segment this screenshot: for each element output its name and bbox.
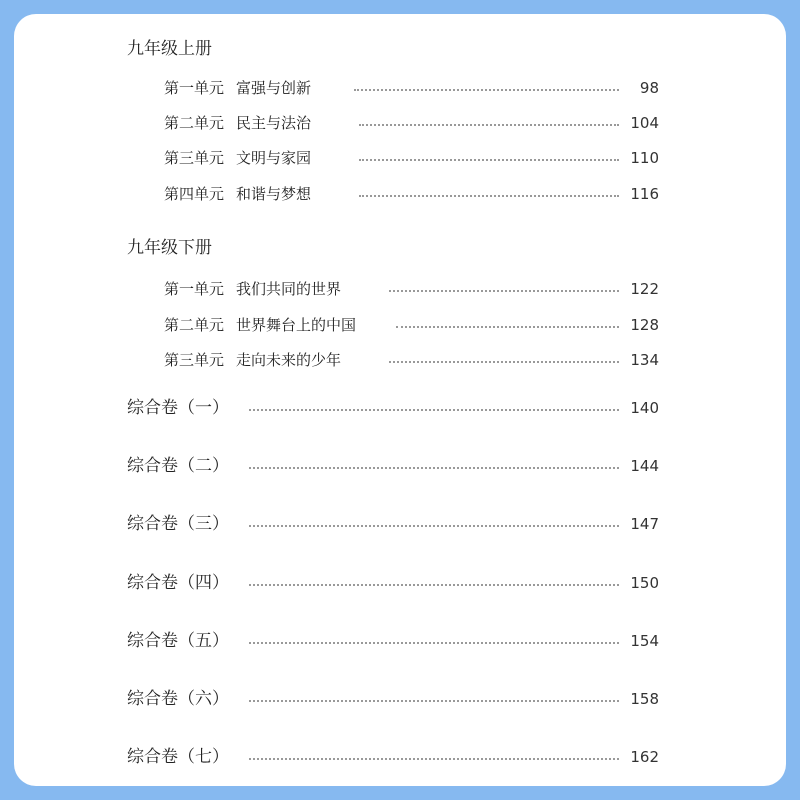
leader-dots <box>249 467 619 469</box>
leader-dots <box>249 758 619 760</box>
toc-entry-comprehensive[interactable] <box>127 747 659 767</box>
unit-title: 走向未来的少年 <box>236 351 342 369</box>
unit-name: 第一单元 <box>164 280 225 298</box>
toc-entry-comprehensive[interactable] <box>127 689 659 709</box>
leader-dots <box>396 326 619 328</box>
leader-dots <box>359 159 619 161</box>
unit-name: 第三单元 <box>164 149 225 167</box>
unit-title: 富强与创新 <box>236 79 312 97</box>
unit-name: 第二单元 <box>164 114 225 132</box>
toc-entry[interactable] <box>164 184 659 204</box>
toc-entry[interactable] <box>164 78 659 98</box>
page-number: 134 <box>630 351 659 369</box>
unit-title: 和谐与梦想 <box>236 185 312 203</box>
toc-entry[interactable] <box>164 113 659 133</box>
leader-dots <box>249 700 619 702</box>
comprehensive-title: 综合卷（一） <box>127 398 229 418</box>
unit-name: 第三单元 <box>164 351 225 369</box>
leader-dots <box>249 409 619 411</box>
unit-title: 民主与法治 <box>236 114 312 132</box>
page-number: 98 <box>639 79 659 97</box>
toc-entry-comprehensive[interactable] <box>127 631 659 651</box>
page-number: 116 <box>630 185 659 203</box>
leader-dots <box>249 642 619 644</box>
unit-name: 第二单元 <box>164 316 225 334</box>
page-number: 128 <box>630 316 659 334</box>
page-number: 150 <box>630 574 659 592</box>
toc-entry-comprehensive[interactable] <box>127 398 659 418</box>
leader-dots <box>359 124 619 126</box>
leader-dots <box>389 290 619 292</box>
unit-name: 第一单元 <box>164 79 225 97</box>
unit-title: 我们共同的世界 <box>236 280 342 298</box>
unit-title: 世界舞台上的中国 <box>236 316 357 334</box>
toc-entry[interactable] <box>164 279 659 299</box>
comprehensive-title: 综合卷（五） <box>127 631 229 651</box>
toc-entry-comprehensive[interactable] <box>127 456 659 476</box>
page-number: 122 <box>630 280 659 298</box>
comprehensive-title: 综合卷（七） <box>127 747 229 767</box>
comprehensive-title: 综合卷（四） <box>127 573 229 593</box>
page-number: 140 <box>630 399 659 417</box>
page-number: 104 <box>630 114 659 132</box>
page-number: 154 <box>630 632 659 650</box>
page-number: 158 <box>630 690 659 708</box>
toc-entry[interactable] <box>164 315 659 335</box>
leader-dots <box>389 361 619 363</box>
section-heading-lower: 九年级下册 <box>127 238 212 258</box>
unit-title: 文明与家园 <box>236 149 312 167</box>
leader-dots <box>354 89 619 91</box>
leader-dots <box>249 584 619 586</box>
section-heading-upper: 九年级上册 <box>127 39 212 59</box>
toc-entry[interactable] <box>164 350 659 370</box>
toc-entry[interactable] <box>164 148 659 168</box>
page-number: 110 <box>630 149 659 167</box>
toc-entry-comprehensive[interactable] <box>127 514 659 534</box>
page-number: 144 <box>630 457 659 475</box>
comprehensive-title: 综合卷（二） <box>127 456 229 476</box>
comprehensive-title: 综合卷（六） <box>127 689 229 709</box>
page-number: 162 <box>630 748 659 766</box>
page-number: 147 <box>630 515 659 533</box>
unit-name: 第四单元 <box>164 185 225 203</box>
toc-page <box>14 14 786 786</box>
toc-entry-comprehensive[interactable] <box>127 573 659 593</box>
comprehensive-title: 综合卷（三） <box>127 514 229 534</box>
leader-dots <box>359 195 619 197</box>
leader-dots <box>249 525 619 527</box>
